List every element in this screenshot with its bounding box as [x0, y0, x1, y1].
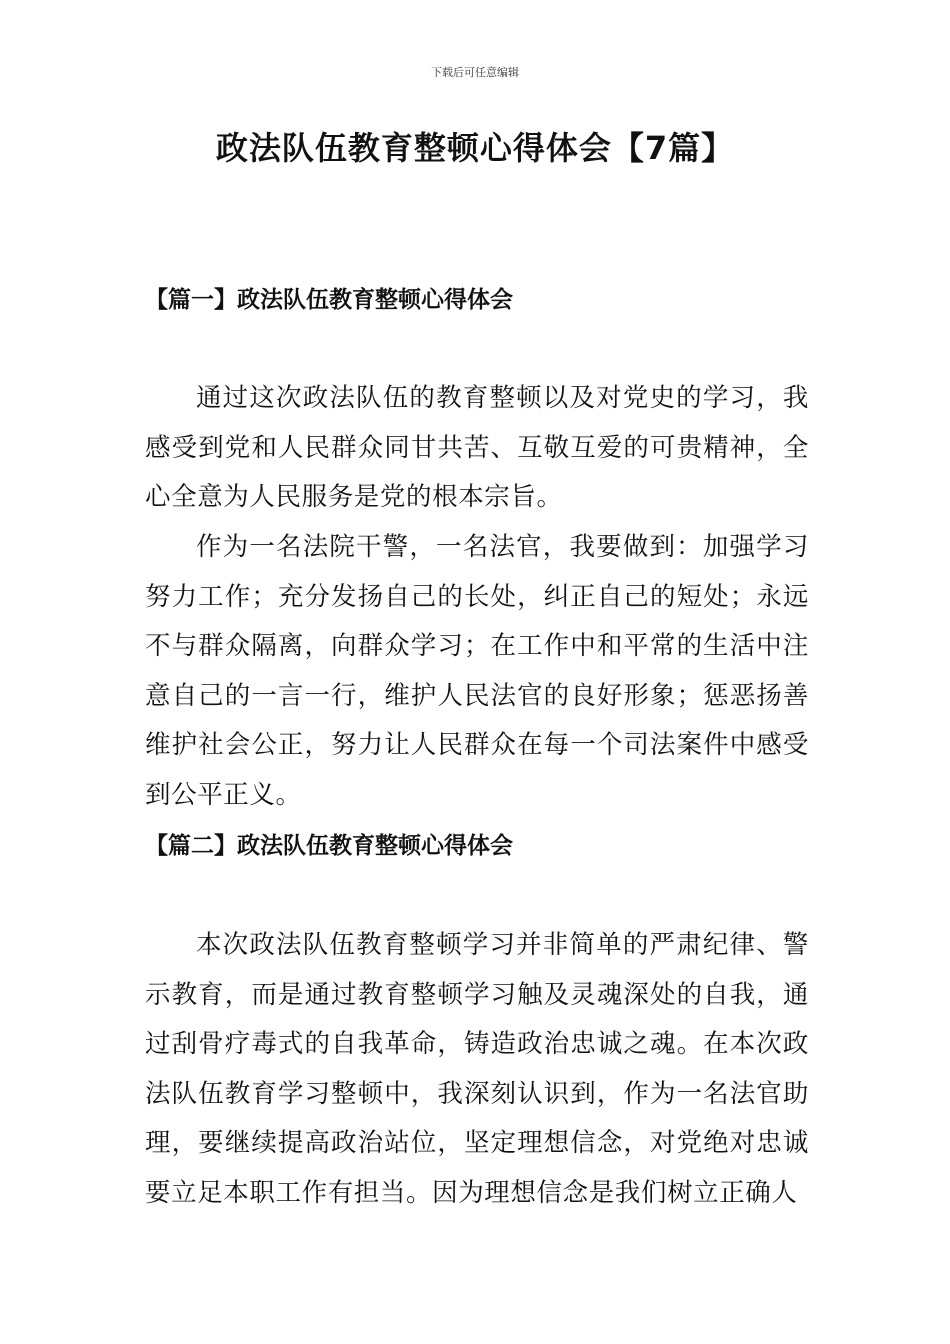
page-header-note: 下载后可任意编辑	[431, 66, 519, 79]
section-heading-2: 【篇二】政法队伍教育整顿心得体会	[145, 832, 513, 859]
section-heading-1: 【篇一】政法队伍教育整顿心得体会	[145, 286, 513, 313]
section-1-paragraph-1: 通过这次政法队伍的教育整顿以及对党史的学习，我感受到党和人民群众同甘共苦、互敬互爱的可贵精神，全心全意为人民服务是党的根本宗旨。	[145, 383, 809, 512]
document-title: 政法队伍教育整顿心得体会【7篇】	[215, 129, 735, 167]
section-1-paragraph-2: 作为一名法院干警，一名法官，我要做到：加强学习努力工作；充分发扬自己的长处，纠正自己的短处；永远不与群众隔离，向群众学习；在工作中和平常的生活中注意自己的一言一行，维护人民法官的良好形象；惩恶扬善维护社会公正，努力让人民群众在每一个司法案件中感受到公平正义。	[145, 532, 809, 810]
section-2-paragraph-1: 本次政法队伍教育整顿学习并非简单的严肃纪律、警示教育，而是通过教育整顿学习触及灵魂深处的自我，通过刮骨疗毒式的自我革命，铸造政治忠诚之魂。在本次政法队伍教育学习整顿中，我深刻认识到，作为一名法官助理，要继续提高政治站位，坚定理想信念，对党绝对忠诚要立足本职工作有担当。因为理想信念是我们树立正确人	[145, 930, 809, 1208]
